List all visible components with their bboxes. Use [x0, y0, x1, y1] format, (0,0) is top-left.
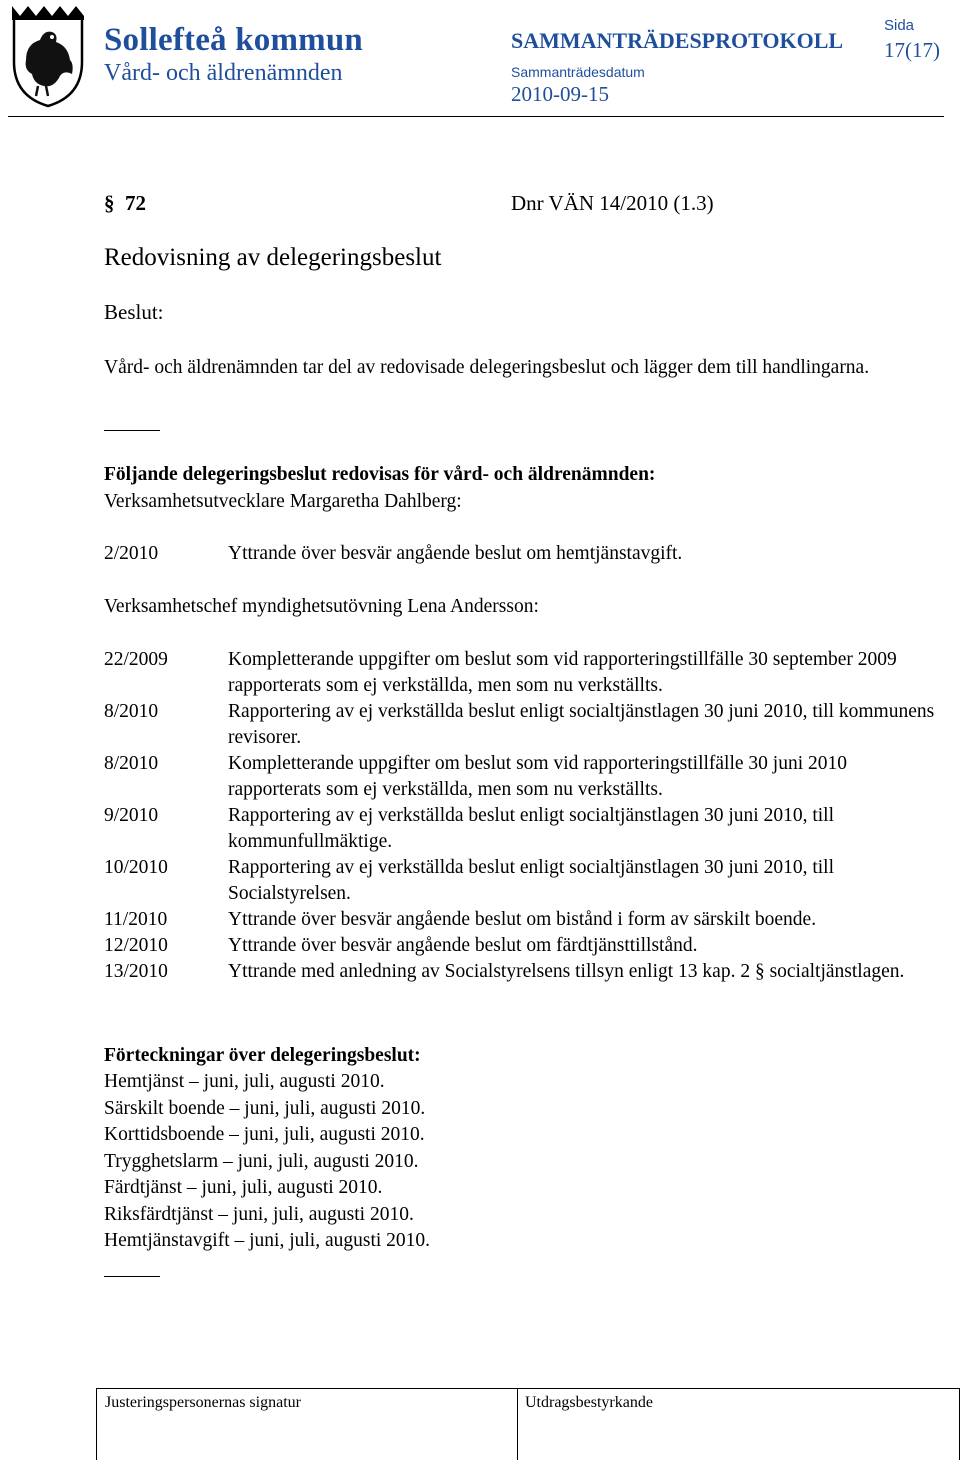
list-item — [104, 803, 944, 855]
page-number: 17(17) — [884, 38, 940, 62]
meeting-date-label: Sammanträdesdatum — [511, 64, 645, 80]
list-item — [104, 907, 944, 933]
decision-number: 8/2010 — [104, 701, 159, 722]
group1-label: Verksamhetsutvecklare Margaretha Dahlberg: — [104, 491, 462, 512]
decision-description: Rapportering av ej verkställda beslut enligt socialtjänstlagen 30 juni 2010, till Socialstyrelsen. — [228, 857, 834, 904]
decision-description: Yttrande med anledning av Socialstyrelsens tillsyn enligt 13 kap. 2 § socialtjänstlagen. — [228, 961, 905, 982]
list-item — [104, 933, 944, 959]
listing-item: Korttidsboende – juni, juli, augusti 2010. — [104, 1124, 425, 1145]
decision-number: 11/2010 — [104, 909, 168, 930]
listing-item: Hemtjänstavgift – juni, juli, augusti 2010. — [104, 1230, 431, 1251]
list-item — [104, 541, 944, 567]
decision-number: 13/2010 — [104, 961, 168, 982]
signature-box-divider — [517, 1389, 518, 1460]
page-label: Sida — [884, 17, 915, 34]
decision-label: Beslut: — [104, 300, 164, 324]
decision-description: Yttrande över besvär angående beslut om färdtjänsttillstånd. — [228, 935, 698, 956]
section-title: Redovisning av delegeringsbeslut — [104, 244, 442, 271]
meeting-date-value: 2010-09-15 — [511, 82, 609, 106]
decision-description: Rapportering av ej verkställda beslut enligt socialtjänstlagen 30 juni 2010, till kommunens revisorer. — [228, 701, 935, 748]
organization-committee: Vård- och äldrenämnden — [104, 60, 343, 86]
decision-number: 22/2009 — [104, 649, 168, 670]
section-number-value: 72 — [125, 191, 146, 215]
signature-label: Justeringspersonernas signatur — [105, 1394, 301, 1411]
listing-item: Trygghetslarm – juni, juli, augusti 2010. — [104, 1151, 419, 1172]
section-number — [104, 191, 146, 216]
decision-description: Yttrande över besvär angående beslut om hemtjänstavgift. — [228, 543, 683, 564]
decision-description: Kompletterande uppgifter om beslut som vid rapporteringstillfälle 30 juni 2010 rapporterats som ej verkställda, men som nu verkställts. — [228, 753, 848, 800]
following-heading: Följande delegeringsbeslut redovisas för vård- och äldrenämnden: — [104, 464, 656, 485]
header-divider — [8, 116, 944, 117]
decision-text: Vård- och äldrenämnden tar del av redovisade delegeringsbeslut och lägger dem till handlingarna. — [104, 357, 870, 378]
decision-list — [104, 647, 944, 985]
decision-description: Rapportering av ej verkställda beslut enligt socialtjänstlagen 30 juni 2010, till kommunfullmäktige. — [228, 805, 834, 852]
listings-heading: Förteckningar över delegeringsbeslut: — [104, 1045, 421, 1066]
decision-description: Yttrande över besvär angående beslut om bistånd i form av särskilt boende. — [228, 909, 817, 930]
signature-box — [96, 1388, 960, 1460]
list-item — [104, 959, 944, 985]
list-item — [104, 751, 944, 803]
listing-item: Riksfärdtjänst – juni, juli, augusti 2010. — [104, 1204, 414, 1225]
decision-number: 10/2010 — [104, 857, 168, 878]
coat-of-arms-logo — [8, 4, 88, 108]
list-item — [104, 699, 944, 751]
decision-number: 8/2010 — [104, 753, 159, 774]
certification-label: Utdragsbestyrkande — [525, 1394, 653, 1411]
group2-label: Verksamhetschef myndighetsutövning Lena Andersson: — [104, 596, 539, 617]
protocol-title: SAMMANTRÄDESPROTOKOLL — [511, 28, 844, 53]
listing-item: Hemtjänst – juni, juli, augusti 2010. — [104, 1071, 385, 1092]
decision-number: 12/2010 — [104, 935, 168, 956]
list-item — [104, 855, 944, 907]
listing-item: Särskilt boende – juni, juli, augusti 2010. — [104, 1098, 426, 1119]
decision-number: 9/2010 — [104, 805, 159, 826]
separator-line — [104, 1276, 160, 1277]
list-item — [104, 647, 944, 699]
listing-item: Färdtjänst – juni, juli, augusti 2010. — [104, 1177, 383, 1198]
section-symbol: § — [104, 191, 115, 215]
organization-name: Sollefteå kommun — [104, 22, 363, 58]
separator-line — [104, 430, 160, 431]
diary-number: Dnr VÄN 14/2010 (1.3) — [511, 191, 714, 215]
decision-description: Kompletterande uppgifter om beslut som vid rapporteringstillfälle 30 september 2009 rapporterats som ej verkställda, men som nu verkställts. — [228, 649, 897, 696]
decision-number: 2/2010 — [104, 543, 159, 564]
